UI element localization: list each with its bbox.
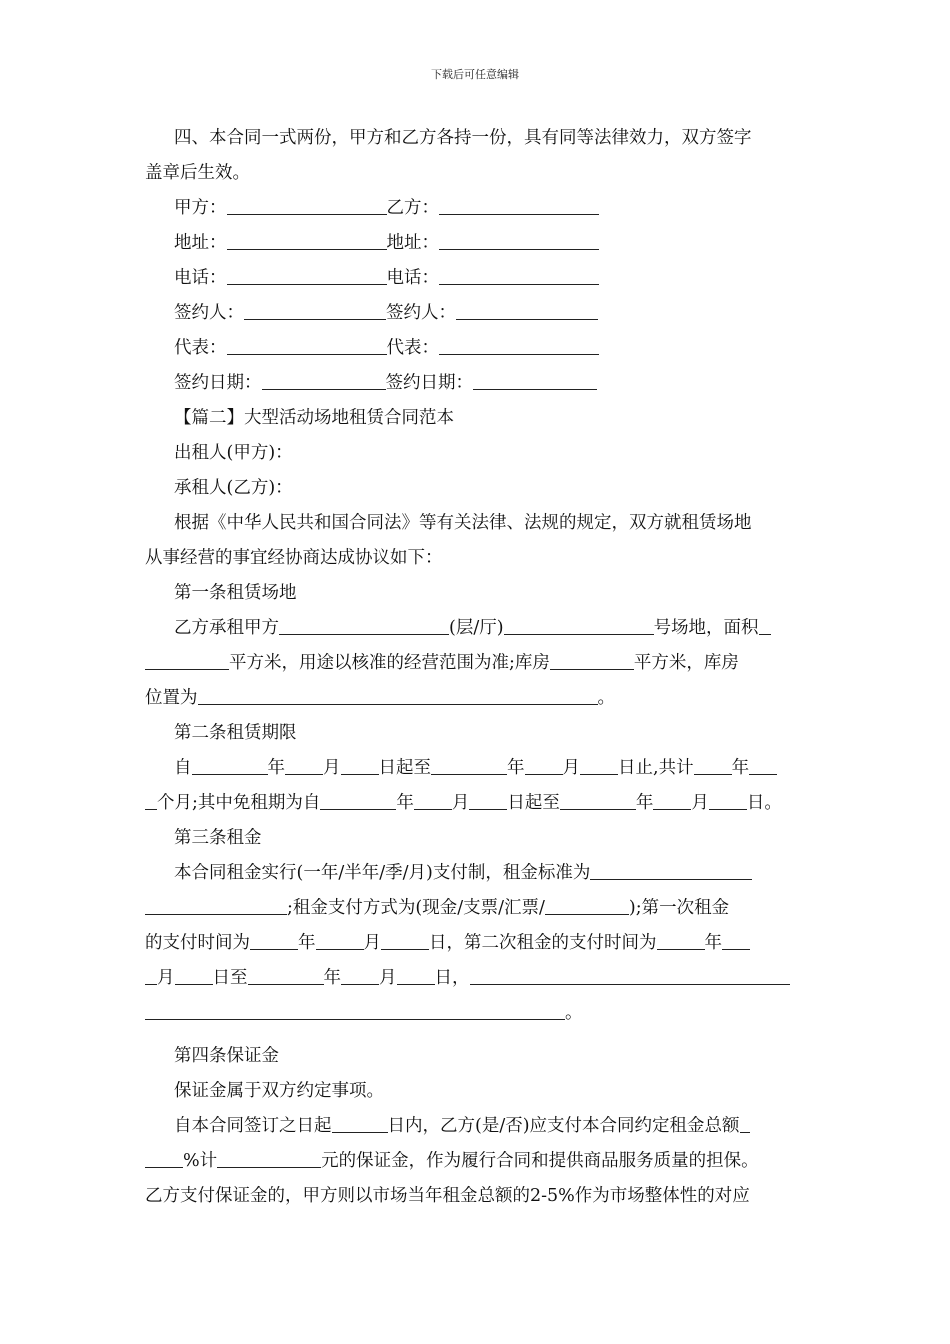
sign-date-row (145, 368, 810, 403)
signatory-row (145, 298, 810, 333)
start-year-blank[interactable] (192, 754, 268, 775)
signatory-b-blank[interactable] (456, 299, 598, 320)
term-text-e: 年 (507, 758, 525, 778)
sign-date-a-blank[interactable] (262, 369, 386, 390)
sign-date-b-blank[interactable] (473, 369, 597, 390)
free-start-day-blank[interactable] (469, 789, 507, 810)
term-text-h: 年 (731, 758, 750, 778)
first-pay-year-blank[interactable] (250, 929, 298, 950)
address-a-label: 地址： (174, 233, 227, 253)
free-end-day-blank[interactable] (709, 789, 747, 810)
second-pay-year-blank[interactable] (657, 929, 705, 950)
article-two-line-1 (145, 753, 810, 788)
article-one-text-b: (层/厅) (449, 618, 504, 638)
representative-b-label: 代表： (386, 338, 439, 358)
storage-area-blank[interactable] (550, 649, 634, 670)
article-three-line-3 (145, 928, 810, 963)
rent-text-h: 年 (704, 933, 722, 953)
signatory-a-label: 签约人： (174, 303, 244, 323)
rent-remarks-blank[interactable] (145, 999, 565, 1020)
rent-text-m: 日， (434, 968, 470, 988)
second-pay-month-blank[interactable] (145, 964, 157, 985)
second-pay-month-blank-start[interactable] (722, 929, 750, 950)
deposit-text-c: %计 (183, 1151, 218, 1171)
rent-text-j: 日至 (212, 968, 248, 988)
rent-text-c: );第一次租金 (628, 898, 730, 918)
deposit-percent-blank[interactable] (145, 1147, 183, 1168)
term-text-a: 自 (174, 758, 192, 778)
rent-text-f: 月 (363, 933, 381, 953)
free-text-b: 年 (396, 793, 414, 813)
free-text-e: 年 (635, 793, 654, 813)
article-three-line-2 (145, 893, 810, 928)
rent-text-d: 的支付时间为 (145, 933, 250, 953)
phone-b-label: 电话： (386, 268, 439, 288)
article-three-title: 第三条租金 (174, 828, 262, 848)
party-b-blank[interactable] (439, 194, 599, 215)
phone-a-blank[interactable] (227, 264, 387, 285)
area-blank[interactable] (145, 649, 229, 670)
free-start-month-blank[interactable] (414, 789, 452, 810)
first-pay-month-blank[interactable] (316, 929, 364, 950)
signatory-a-blank[interactable] (244, 299, 386, 320)
rent-text-n: 。 (565, 1003, 583, 1023)
address-a-blank[interactable] (227, 229, 387, 250)
free-text-c: 月 (451, 793, 470, 813)
lessee-line: 承租人(乙方)： (174, 478, 293, 498)
free-text-f: 月 (691, 793, 709, 813)
article-one-text-a: 乙方承租甲方 (174, 618, 279, 638)
free-text-a: 个月;其中免租期为自 (157, 793, 321, 813)
article-four-line-2 (145, 1111, 810, 1146)
deposit-amount-blank[interactable] (217, 1147, 321, 1168)
phone-b-blank[interactable] (439, 264, 599, 285)
article-one-line-2 (145, 648, 810, 683)
total-months-blank[interactable] (145, 789, 157, 810)
end-month-blank[interactable] (525, 754, 563, 775)
free-end-month-blank[interactable] (653, 789, 691, 810)
section-two-title: 【篇二】大型活动场地租赁合同范本 (174, 408, 454, 428)
article-one-text-c: 号场地，面积 (653, 618, 759, 638)
page-header-note: 下载后可任意编辑 (431, 68, 519, 81)
lessor-line: 出租人(甲方)： (174, 443, 293, 463)
address-row (145, 228, 810, 263)
rent-text-g: 日，第二次租金的支付时间为 (429, 933, 657, 953)
deposit-text-a: 自本合同签订之日起 (174, 1116, 332, 1136)
site-number-blank[interactable] (504, 614, 654, 635)
sign-date-b-label: 签约日期： (385, 373, 473, 393)
rent-remarks-blank-start[interactable] (470, 964, 790, 985)
article-three-line-4 (145, 963, 810, 998)
representative-row (145, 333, 810, 368)
paragraph-gap (145, 1033, 810, 1041)
term-text-d: 日起至 (378, 758, 431, 778)
first-pay-day-blank[interactable] (381, 929, 429, 950)
rent-text-e: 年 (298, 933, 316, 953)
free-text-d: 日起至 (507, 793, 560, 813)
hall-blank[interactable] (279, 614, 449, 635)
phone-row (145, 263, 810, 298)
storage-location-blank[interactable] (198, 684, 598, 705)
clause-four-line-2: 盖章后生效。 (145, 163, 250, 183)
free-start-year-blank[interactable] (320, 789, 396, 810)
article-two-line-2 (145, 788, 810, 823)
rent-text-k: 年 (323, 968, 341, 988)
start-day-blank[interactable] (341, 754, 379, 775)
article-one-title: 第一条租赁场地 (174, 583, 297, 603)
address-b-blank[interactable] (439, 229, 599, 250)
rent-text-b: ;租金支付方式为(现金/支票/汇票/ (287, 898, 545, 918)
article-four-line-1: 保证金属于双方约定事项。 (174, 1081, 384, 1101)
rent-standard-blank[interactable] (145, 894, 287, 915)
rent-text-l: 月 (379, 968, 397, 988)
second-pay-end-month-blank[interactable] (341, 964, 379, 985)
article-three-line-1 (145, 858, 810, 893)
term-text-c: 月 (323, 758, 341, 778)
article-two-title: 第二条租赁期限 (174, 723, 297, 743)
total-months-blank-start[interactable] (749, 754, 777, 775)
article-one-line-1 (145, 613, 810, 648)
article-one-text-g: 。 (597, 688, 615, 708)
term-text-b: 年 (267, 758, 285, 778)
article-four-line-4: 乙方支付保证金的，甲方则以市场当年租金总额的2-5%作为市场整体性的对应 (145, 1186, 750, 1206)
clause-four-line-1: 四、本合同一式两份，甲方和乙方各持一份，具有同等法律效力，双方签字 (174, 128, 752, 148)
start-month-blank[interactable] (285, 754, 323, 775)
article-four-line-3 (145, 1146, 810, 1181)
signatory-b-label: 签约人： (386, 303, 456, 323)
party-a-blank[interactable] (227, 194, 387, 215)
total-years-blank[interactable] (694, 754, 732, 775)
second-pay-end-day-blank[interactable] (397, 964, 435, 985)
sign-date-a-label: 签约日期： (174, 373, 262, 393)
free-end-year-blank[interactable] (560, 789, 636, 810)
party-a-row (145, 193, 810, 228)
second-pay-end-year-blank[interactable] (248, 964, 324, 985)
article-one-text-f: 位置为 (145, 688, 198, 708)
contract-body (145, 123, 810, 1216)
party-a-label: 甲方： (174, 198, 227, 218)
term-text-g: 日止,共计 (618, 758, 694, 778)
end-day-blank[interactable] (580, 754, 618, 775)
address-b-label: 地址： (386, 233, 439, 253)
article-one-line-3 (145, 683, 810, 718)
article-three-line-5 (145, 998, 810, 1033)
article-four-title: 第四条保证金 (174, 1046, 279, 1066)
area-blank-start[interactable] (759, 614, 771, 635)
second-pay-day-blank[interactable] (175, 964, 213, 985)
article-one-text-d: 平方米，用途以核准的经营范围为准;库房 (229, 653, 550, 673)
representative-b-blank[interactable] (439, 334, 599, 355)
rent-text-i: 月 (157, 968, 175, 988)
rent-standard-blank-start[interactable] (590, 859, 752, 880)
end-year-blank[interactable] (431, 754, 507, 775)
preamble-line-2: 从事经营的事宜经协商达成协议如下： (145, 548, 443, 568)
deposit-text-b: 日内，乙方(是/否)应支付本合同约定租金总额 (387, 1116, 740, 1136)
rent-text-a: 本合同租金实行(一年/半年/季/月)支付制，租金标准为 (174, 863, 591, 883)
deposit-days-blank[interactable] (332, 1112, 388, 1133)
preamble-line-1: 根据《中华人民共和国合同法》等有关法律、法规的规定，双方就租赁场地 (174, 513, 752, 533)
article-one-text-e: 平方米，库房 (633, 653, 739, 673)
representative-a-blank[interactable] (227, 334, 387, 355)
deposit-text-d: 元的保证金，作为履行合同和提供商品服务质量的担保。 (321, 1151, 759, 1171)
term-text-f: 月 (562, 758, 580, 778)
phone-a-label: 电话： (174, 268, 227, 288)
payment-method-blank[interactable] (545, 894, 629, 915)
party-b-label: 乙方： (386, 198, 439, 218)
deposit-percent-blank-start[interactable] (740, 1112, 750, 1133)
free-text-g: 日。 (746, 793, 782, 813)
representative-a-label: 代表： (174, 338, 227, 358)
